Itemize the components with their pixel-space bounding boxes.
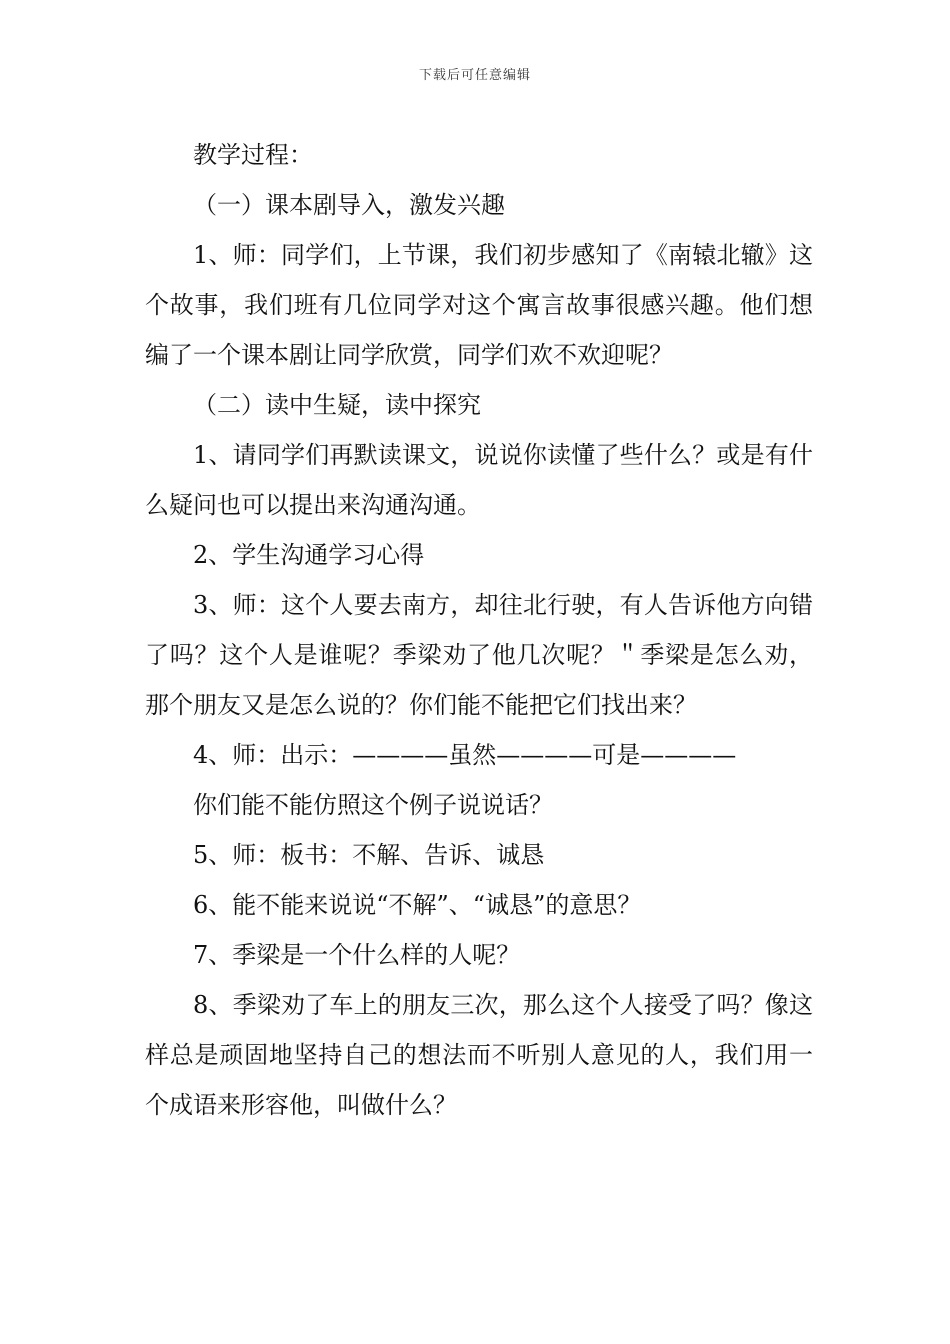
section-heading-teaching-process: 教学过程： xyxy=(193,141,313,169)
paragraph: 7、季梁是一个什么样的人呢？ xyxy=(193,941,521,969)
paragraph: 4、师：出示：————虽然————可是———— xyxy=(193,741,737,769)
paragraph: 2、学生沟通学习心得 xyxy=(193,541,425,569)
section-heading-1: （一）课本剧导入，激发兴趣 xyxy=(193,191,505,219)
section-heading-2: （二）读中生疑，读中探究 xyxy=(193,391,481,419)
paragraph: 1、师：同学们，上节课，我们初步感知了《南辕北辙》这个故事，我们班有几位同学对这个寓言故事很感兴趣。他们想编了一个课本剧让同学欣赏，同学们欢不欢迎呢？ xyxy=(145,241,813,369)
page-header: 下载后可任意编辑 xyxy=(418,68,531,83)
paragraph: 8、季梁劝了车上的朋友三次，那么这个人接受了吗？像这样总是顽固地坚持自己的想法而不听别人意见的人，我们用一个成语来形容他，叫做什么？ xyxy=(145,991,813,1119)
paragraph: 你们能不能仿照这个例子说说话？ xyxy=(193,791,553,819)
paragraph: 5、师：板书：不解、告诉、诚恳 xyxy=(193,841,545,869)
paragraph: 3、师：这个人要去南方，却往北行驶，有人告诉他方向错了吗？这个人是谁呢？季梁劝了他几次呢？＂季梁是怎么劝，那个朋友又是怎么说的？你们能不能把它们找出来？ xyxy=(145,591,813,719)
document-body xyxy=(145,130,813,1130)
paragraph: 1、请同学们再默读课文，说说你读懂了些什么？或是有什么疑问也可以提出来沟通沟通。 xyxy=(145,441,813,519)
paragraph: 6、能不能来说说“不解”、“诚恳”的意思？ xyxy=(193,891,642,919)
